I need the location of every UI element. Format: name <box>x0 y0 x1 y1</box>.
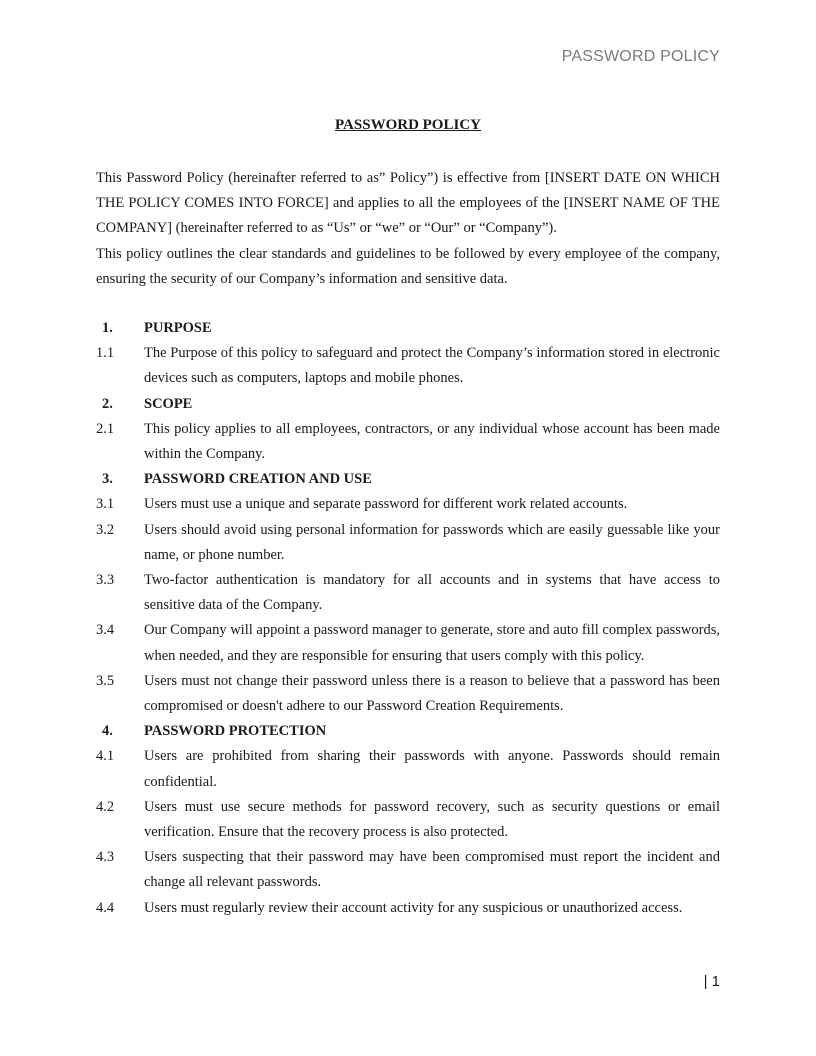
section-heading <box>96 392 720 417</box>
clause-text: Users must use a unique and separate password for different work related accounts. <box>144 496 628 513</box>
clause <box>96 845 720 895</box>
clause-number: 4.3 <box>96 849 115 866</box>
clause-number: 4.4 <box>96 899 115 916</box>
clause <box>96 618 720 668</box>
clause-text: Users are prohibited from sharing their passwords with anyone. Passwords should remain confidential. <box>144 748 720 790</box>
clause <box>96 744 720 794</box>
clause-number: 3.4 <box>96 622 115 639</box>
section-purpose <box>96 316 720 392</box>
clause-text: Users must regularly review their account activity for any suspicious or unauthorized access. <box>144 899 683 916</box>
document-body <box>96 166 720 921</box>
clause <box>96 795 720 845</box>
clause <box>96 492 720 517</box>
section-number: 4. <box>102 723 113 740</box>
section-title: SCOPE <box>144 395 193 412</box>
page-number: | 1 <box>703 973 720 990</box>
clause <box>96 896 720 921</box>
clause-number: 3.2 <box>96 521 115 538</box>
section-password-creation <box>96 467 720 719</box>
clause-text: Our Company will appoint a password manager to generate, store and auto fill complex passwords, when needed, and they are responsible for ensuring that users comply with this policy. <box>144 622 720 664</box>
clause-number: 4.2 <box>96 798 115 815</box>
clause <box>96 669 720 719</box>
intro <box>96 166 720 292</box>
clause <box>96 341 720 391</box>
clause-number: 4.1 <box>96 748 115 765</box>
clause-text: The Purpose of this policy to safeguard and protect the Company’s information stored in electronic devices such as computers, laptops and mobile phones. <box>144 345 720 387</box>
section-number: 3. <box>102 471 113 488</box>
document-title: PASSWORD POLICY <box>335 117 481 133</box>
clause-text: Users should avoid using personal information for passwords which are easily guessable like your name, or phone number. <box>144 521 720 563</box>
section-password-protection <box>96 719 720 921</box>
clause-text: Two-factor authentication is mandatory for all accounts and in systems that have access to sensitive data of the Company. <box>144 572 720 614</box>
section-title: PASSWORD CREATION AND USE <box>144 471 372 488</box>
section-heading <box>96 316 720 341</box>
section-title: PASSWORD PROTECTION <box>144 723 327 740</box>
clause-text: Users must use secure methods for password recovery, such as security questions or email verification. Ensure that the recovery process is also protected. <box>144 798 720 841</box>
section-title: PURPOSE <box>144 320 212 337</box>
intro-paragraph: This policy outlines the clear standards and guidelines to be followed by every employee of the company, ensuring the security of our Company’s information and sensitive data. <box>96 245 720 287</box>
section-number: 2. <box>102 395 113 412</box>
clause <box>96 417 720 467</box>
clause-text: This policy applies to all employees, contractors, or any individual whose account has been made within the Company. <box>144 420 720 463</box>
clause-text: Users must not change their password unless there is a reason to believe that a password has been compromised or doesn't adhere to our Password Creation Requirements. <box>144 672 720 715</box>
clause-number: 3.3 <box>96 572 115 589</box>
clause-number: 1.1 <box>96 345 115 362</box>
clause <box>96 568 720 618</box>
clause <box>96 518 720 568</box>
section-heading <box>96 719 720 744</box>
intro-paragraph: This Password Policy (hereinafter referred to as” Policy”) is effective from [INSERT DATE ON WHICH THE POLICY COMES INTO FORCE] and applies to all the employees of the [INSERT NAME OF THE COMPANY] (hereinafter referred to as “Us” or “we” or “Our” or “Company”). <box>96 170 720 237</box>
clause-number: 2.1 <box>96 420 115 437</box>
section-number: 1. <box>102 320 113 337</box>
section-scope <box>96 392 720 468</box>
clause-number: 3.5 <box>96 672 115 689</box>
clause-number: 3.1 <box>96 496 115 513</box>
section-heading <box>96 467 720 492</box>
clause-text: Users suspecting that their password may have been compromised must report the incident and change all relevant passwords. <box>144 849 720 891</box>
page-header: PASSWORD POLICY <box>561 48 720 65</box>
